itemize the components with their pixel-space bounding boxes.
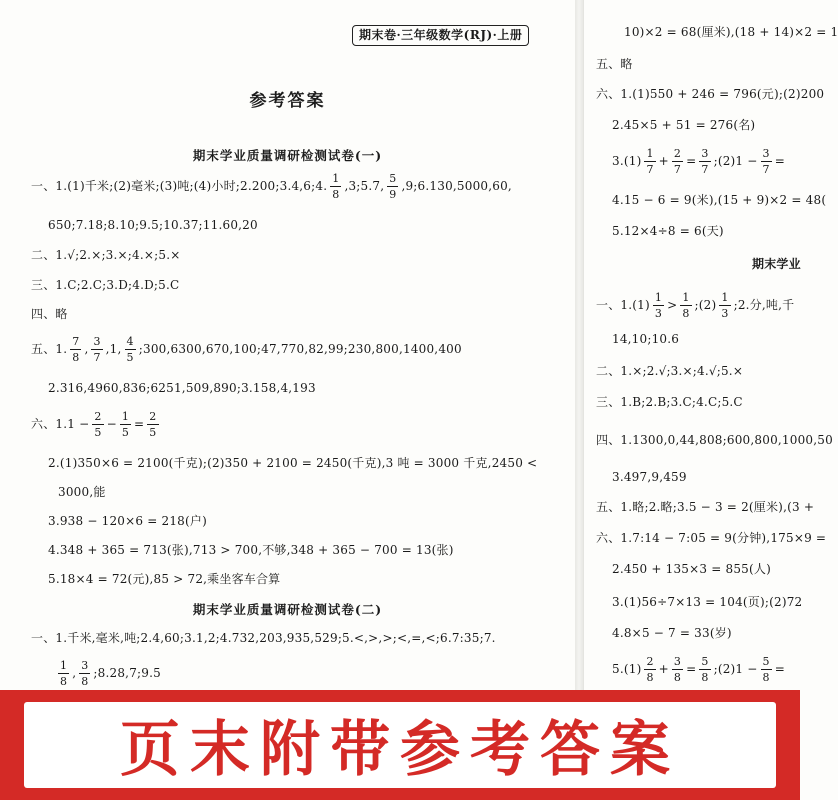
answer-line: 5.18×4 = 72(元),85 > 72,乘坐客车合算 (48, 572, 281, 586)
promo-banner-text: 页末附带参考答案 (120, 715, 680, 785)
answer-line: 3.(1) $\frac{1}{7}$ + $\frac{2}{7}$ = $\frac{3}{7}$ ;(2)1 − $\frac{3}{7}$ = (612, 147, 786, 176)
fraction: $\frac{7}{8}$ (72, 335, 80, 364)
section-title-2: 期末学业质量调研检测试卷(二) (192, 602, 383, 617)
answer-line: 3.(1)56÷7×13 = 104(页);(2)72 (612, 595, 803, 609)
answer-line: 2.45×5 + 51 = 276(名) (612, 118, 756, 132)
page-title: 参考答案 (249, 91, 326, 111)
promo-banner (0, 690, 800, 800)
answer-line: 10)×2 = 68(厘米),(18 + 14)×2 = 1 (624, 25, 838, 39)
answer-line: 四、1.1300,0,44,808;600,800,1000,50 (596, 433, 833, 447)
section-title-partial: 期末学业 (752, 257, 801, 271)
answer-line: 一、1.(1)千米;(2)毫米;(3)吨;(4)小时;2.200;3.4,6;4. $\frac{1}{8}$ ,3;5.7, $\frac{5}{9}$ ,9;6.130,5000,60, (31, 172, 512, 201)
answer-line: 2.(1)350×6 = 2100(千克);(2)350 + 2100 = 2450(千克),3 吨 = 3000 千克,2450 < (48, 456, 538, 470)
answer-line: 3000,能 (58, 485, 106, 499)
answer-line: 2.450 + 135×3 = 855(人) (612, 562, 771, 576)
fraction: $\frac{1}{8}$ (332, 172, 340, 201)
answer-line: 4.15 − 6 = 9(米),(15 + 9)×2 = 48( (612, 193, 827, 207)
answer-line: 二、1.×;2.√;3.×;4.√;5.× (596, 364, 744, 378)
answer-line: 3.938 − 120×6 = 218(户) (48, 514, 207, 528)
answer-line: 五、1.略;2.略;3.5 − 3 = 2(厘米),(3 + (596, 500, 815, 514)
answer-line: 4.348 + 365 = 713(张),713 > 700,不够,348 + 365 − 700 = 13(张) (48, 543, 454, 557)
fraction: $\frac{1}{7}$ (646, 147, 654, 176)
fraction: $\frac{1}{3}$ (721, 291, 729, 320)
promo-banner-panel (24, 702, 776, 788)
answer-line: $\frac{1}{8}$ , $\frac{3}{8}$ ;8.28,7;9.5 (60, 659, 161, 688)
fraction: $\frac{2}{5}$ (149, 410, 157, 439)
answer-line: 5.12×4÷8 = 6(天) (612, 224, 724, 238)
fraction: $\frac{2}{8}$ (646, 655, 654, 684)
fraction: $\frac{1}{3}$ (654, 291, 663, 320)
answer-line: 二、1.√;2.×;3.×;4.×;5.× (31, 248, 181, 262)
right-column (583, 0, 838, 690)
fraction: $\frac{3}{7}$ (93, 335, 101, 364)
answer-line: 五、略 (596, 57, 633, 71)
answer-line: 4.8×5 − 7 = 33(岁) (612, 626, 732, 640)
answer-line: 六、1.7:14 − 7:05 = 9(分钟),175×9 = (596, 531, 827, 545)
answer-line: 四、略 (31, 307, 68, 321)
page-gutter (575, 0, 583, 690)
answer-line: 5.(1) $\frac{2}{8}$ + $\frac{3}{8}$ = $\frac{5}{8}$ ;(2)1 − $\frac{5}{8}$ = (612, 655, 786, 684)
fraction: $\frac{1}{8}$ (682, 291, 690, 320)
fraction: $\frac{5}{9}$ (389, 172, 397, 201)
fraction: $\frac{1}{8}$ (60, 659, 68, 688)
answer-line: 一、1.千米,毫米,吨;2.4,60;3.1,2;4.732,203,935,529;5.<,>,>;<,=,<;6.7:35;7. (31, 631, 496, 645)
fraction: $\frac{4}{5}$ (126, 335, 134, 364)
answer-line: 2.316,4960,836;6251,509,890;3.158,4,193 (48, 381, 316, 395)
fraction: $\frac{3}{8}$ (673, 655, 682, 684)
fraction: $\frac{2}{5}$ (94, 410, 102, 439)
answer-line: 六、1.(1)550 + 246 = 796(元);(2)200 (596, 87, 825, 101)
fraction: $\frac{5}{8}$ (762, 655, 770, 684)
fraction: $\frac{5}{8}$ (701, 655, 709, 684)
answer-line: 一、1.(1) $\frac{1}{3}$ > $\frac{1}{8}$ ;(2) $\frac{1}{3}$ ;2.分,吨,千 (596, 291, 795, 320)
answer-line: 三、1.C;2.C;3.D;4.D;5.C (31, 278, 180, 292)
fraction: $\frac{1}{5}$ (121, 410, 130, 439)
answer-line: 五、1. $\frac{7}{8}$ , $\frac{3}{7}$ ,1, $\frac{4}{5}$ ;300,6300,670,100;47,770,82,99;230,800,1400,400 (31, 335, 462, 364)
fraction: $\frac{2}{7}$ (673, 147, 682, 176)
fraction: $\frac{3}{7}$ (701, 147, 709, 176)
fraction: $\frac{3}{7}$ (762, 147, 770, 176)
answer-line: 三、1.B;2.B;3.C;4.C;5.C (596, 395, 743, 409)
answer-line: 3.497,9,459 (612, 470, 687, 484)
section-title-1: 期末学业质量调研检测试卷(一) (192, 148, 383, 163)
book-header-badge: 期末卷·三年级数学(RJ)·上册 (352, 25, 529, 46)
answer-line: 六、1.1 − $\frac{2}{5}$ − $\frac{1}{5}$ = $\frac{2}{5}$ (31, 410, 157, 439)
answer-line: 650;7.18;8.10;9.5;10.37;11.60,20 (48, 218, 258, 232)
answer-line: 14,10;10.6 (612, 332, 680, 346)
fraction: $\frac{3}{8}$ (81, 659, 89, 688)
